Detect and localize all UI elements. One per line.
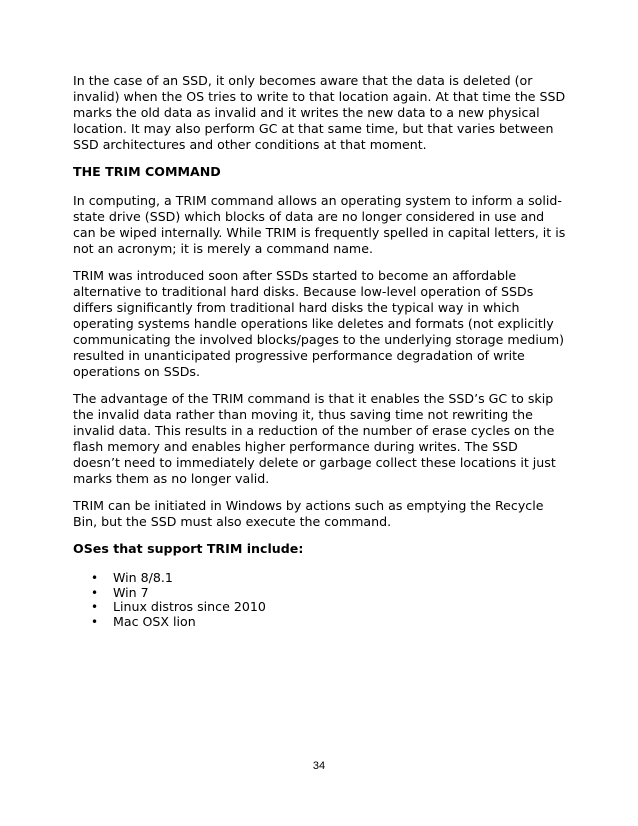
list-item <box>73 600 568 615</box>
trim-windows-paragraph: TRIM can be initiated in Windows by actions such as emptying the Recycle Bin, but the SSD must also execute the command. <box>73 498 544 529</box>
list-item-text: Win 7 <box>113 584 149 600</box>
bullet-icon: • <box>91 571 99 585</box>
list-item-text: Win 8/8.1 <box>113 570 173 585</box>
list-item-text: Mac OSX lion <box>113 613 196 629</box>
page-content <box>73 73 568 629</box>
page-number: 34 <box>312 760 326 772</box>
list-item <box>73 586 568 601</box>
os-support-heading: OSes that support TRIM include: <box>73 541 304 556</box>
trim-command-heading: THE TRIM COMMAND <box>73 164 221 179</box>
trim-history-paragraph: TRIM was introduced soon after SSDs started to become an affordable alternative to traditional hard disks. Because low-level operation of SSDs differs significantly from traditional hard disks the typical way in which operating systems handle operations like deletes and formats (not explicitly communicating the involved blocks/pages to the underlying storage medium) resulted in unanticipated progressive performance degradation of write operations on SSDs. <box>73 268 565 379</box>
os-support-list <box>73 571 568 629</box>
bullet-icon: • <box>91 585 99 600</box>
bullet-icon: • <box>91 600 99 614</box>
bullet-icon: • <box>91 614 99 629</box>
trim-definition-paragraph: In computing, a TRIM command allows an operating system to inform a solid-state drive (SSD) which blocks of data are no longer considered in use and can be wiped internally. While TRIM is frequently spelled in capital letters, it is not an acronym; it is merely a command name. <box>73 193 566 256</box>
list-item <box>73 571 568 586</box>
trim-advantage-paragraph: The advantage of the TRIM command is that it enables the SSD’s GC to skip the invalid data rather than moving it, thus saving time not rewriting the invalid data. This results in a reduction of the number of erase cycles on the flash memory and enables higher performance during writes. The SSD doesn’t need to immediately delete or garbage collect these locations it just marks them as no longer valid. <box>73 391 556 486</box>
intro-paragraph: In the case of an SSD, it only becomes aware that the data is deleted (or invalid) when the OS tries to write to that location again. At that time the SSD marks the old data as invalid and it writes the new data to a new physical location. It may also perform GC at that same time, but that varies between SSD architectures and other conditions at that moment. <box>73 73 566 152</box>
list-item-text: Linux distros since 2010 <box>113 599 266 614</box>
list-item <box>73 615 568 630</box>
